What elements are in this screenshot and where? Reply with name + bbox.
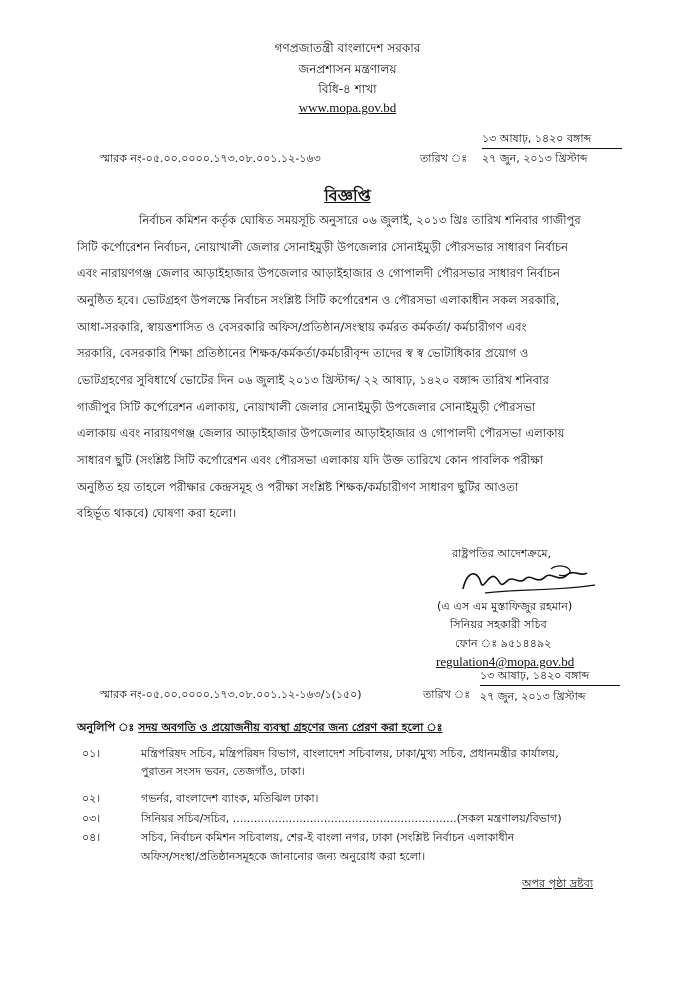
memo-reference-2: স্মারক নং-০৫.০০.০০০০.১৭৩.০৮.০০১.১২-১৬৩/১(১৫০) [100,688,362,701]
copy-item-number: ০৪। [82,831,101,844]
copy-item-line: সিনিয়র সচিব/সচিব, ................................................................(সকল মন্ত্রণালয়/বিভাগ) [141,812,562,825]
body-line: নির্বাচন কমিশন কর্তৃক ঘোষিত সময়সূচি অনুসারে ০৬ জুলাই, ২০১৩ খ্রিঃ তারিখ শনিবার গাজীপুর [139,213,581,227]
ministry-name: জনপ্রশাসন মন্ত্রণালয় [298,62,397,76]
body-line: সিটি কর্পোরেশন নির্বাচন, নোয়াখালী জেলার সোনাইমুড়ী উপজেলার সোনাইমুড়ী পৌরসভার সাধারণ নির্বাচন [77,240,569,254]
copy-item-number: ০৩। [82,812,101,825]
body-line: অনুষ্ঠিত হয় তাহলে পরীক্ষার কেন্দ্রসমূহ ও পরীক্ষা সংশ্লিষ্ট শিক্ষক/কর্মচারীগণ সাধারণ ছুটির আওতা [77,480,519,494]
copy-item-line: গভর্নর, বাংলাদেশ ব্যাংক, মতিঝিল ঢাকা। [141,792,319,805]
body-line: সরকারি, বেসরকারি শিক্ষা প্রতিষ্ঠানের শিক্ষক/কর্মকর্তা/কর্মচারীবৃন্দ তাদের স্ব স্ব ভোটাধিকার প্রয়োগ ও [77,346,529,360]
copy-heading-text: সদয় অবগতি ও প্রয়োজনীয় ব্যবস্থা গ্রহণের জন্য প্রেরণ করা হলো ঃ [138,721,443,734]
copy-item-line: সচিব, নির্বাচন কমিশন সচিবালয়, শের-ই বাংলা নগর, ঢাকা (সংশ্লিষ্ট নির্বাচন এলাকাধীন [141,831,515,844]
body-line: এলাকায় এবং নারায়ণগঞ্জ জেলার আড়াইহাজার উপজেলার আড়াইহাজার ও গোপালদী পৌরসভা এলাকায় [77,426,565,440]
body-line: এবং নারায়ণগঞ্জ জেলার আড়াইহাজার উপজেলার আড়াইহাজার ও গোপালদী পৌরসভার সাধারণ নির্বাচন [77,266,561,280]
date-bangla: ১৩ আষাঢ়, ১৪২০ বঙ্গাব্দ [482,131,622,149]
government-name: গণপ্রজাতন্ত্রী বাংলাদেশ সরকার [274,41,421,55]
presidential-order: রাষ্ট্রপতির আদেশক্রমে, [452,547,552,560]
copy-item-number: ০১। [82,747,101,760]
copy-item-number: ০২। [82,792,101,805]
website-link[interactable]: www.mopa.gov.bd [298,100,397,115]
page-turn-note: অপর পৃষ্ঠা দ্রষ্টব্য [522,877,594,890]
copy-item-line: মন্ত্রিপরিষদ সচিব, মন্ত্রিপরিষদ বিভাগ, বাংলাদেশ সচিবালয়, ঢাকা/মুখ্য সচিব, প্রধানমন্ত্রীর কার্যালয়, [141,747,559,760]
signatory-phone: ফোন ঃ ৯৫১৪৪৯২ [455,637,552,650]
body-line: অনুষ্ঠিত হবে। ভোটগ্রহণ উপলক্ষে নির্বাচন সংশ্লিষ্ট সিটি কর্পোরেশন ও পৌরসভা এলাকাধীন সকল সরকারি, [77,293,560,307]
date-bangla-2: ১৩ আষাঢ়, ১৪২০ বঙ্গাব্দ [480,668,620,686]
body-line: সাধারণ ছুটি (সংশ্লিষ্ট সিটি কর্পোরেশন এবং পৌরসভা এলাকায় যদি উক্ত তারিখে কোন পাবলিক পরীক্ষা [77,453,544,467]
memo-reference: স্মারক নং-০৫.০০.০০০০.১৭৩.০৮.০০১.১২-১৬৩ [100,152,321,165]
date-label-2: তারিখ ঃ [423,688,471,701]
body-line: বহির্ভূত থাকবে) ঘোষণা করা হলো। [77,506,237,520]
copy-heading [77,719,443,736]
body-line: গাজীপুর সিটি কর্পোরেশন এলাকায়, নোয়াখালী জেলার সোনাইমুড়ী উপজেলার সোনাইমুড়ী পৌরসভা [77,400,536,414]
notice-title [0,183,695,210]
date-label: তারিখ ঃ [420,152,468,165]
notice-title-text: বিজ্ঞপ্তি [324,186,371,205]
body-line: ভোটগ্রহণের সুবিধার্থে ভোটের দিন ০৬ জুলাই ২০১৩ খ্রিস্টাব্দ/ ২২ আষাঢ়, ১৪২০ বঙ্গাব্দ তারিখ শনিবার [77,373,549,387]
body-line: আধা-সরকারি, স্বায়ত্তশাসিত ও বেসরকারি অফিস/প্রতিষ্ঠান/সংস্থায় কর্মরত কর্মকর্তা/ কর্মচারীগণ এবং [77,320,527,334]
signatory-email-link[interactable]: regulation4@mopa.gov.bd [436,654,575,669]
branch-name: বিধি-৪ শাখা [318,82,377,96]
signatory-name: (এ এস এম মুস্তাফিজুর রহমান) [437,600,573,613]
date-english: ২৭ জুন, ২০১৩ খ্রিস্টাব্দ [482,152,588,165]
copy-heading-prefix: অনুলিপি ঃ [77,721,135,734]
copy-item-line: অফিস/সংস্থা/প্রতিষ্ঠানসমূহকে জানানোর জন্য অনুরোধ করা হলো। [141,850,426,863]
handwritten-signature [455,563,605,599]
date-english-2: ২৭ জুন, ২০১৩ খ্রিস্টাব্দ [480,690,586,703]
signatory-designation: সিনিয়র সহকারী সচিব [450,618,547,631]
copy-item-line: পুরাতন সংসদ ভবন, তেজগাঁও, ঢাকা। [141,765,305,778]
